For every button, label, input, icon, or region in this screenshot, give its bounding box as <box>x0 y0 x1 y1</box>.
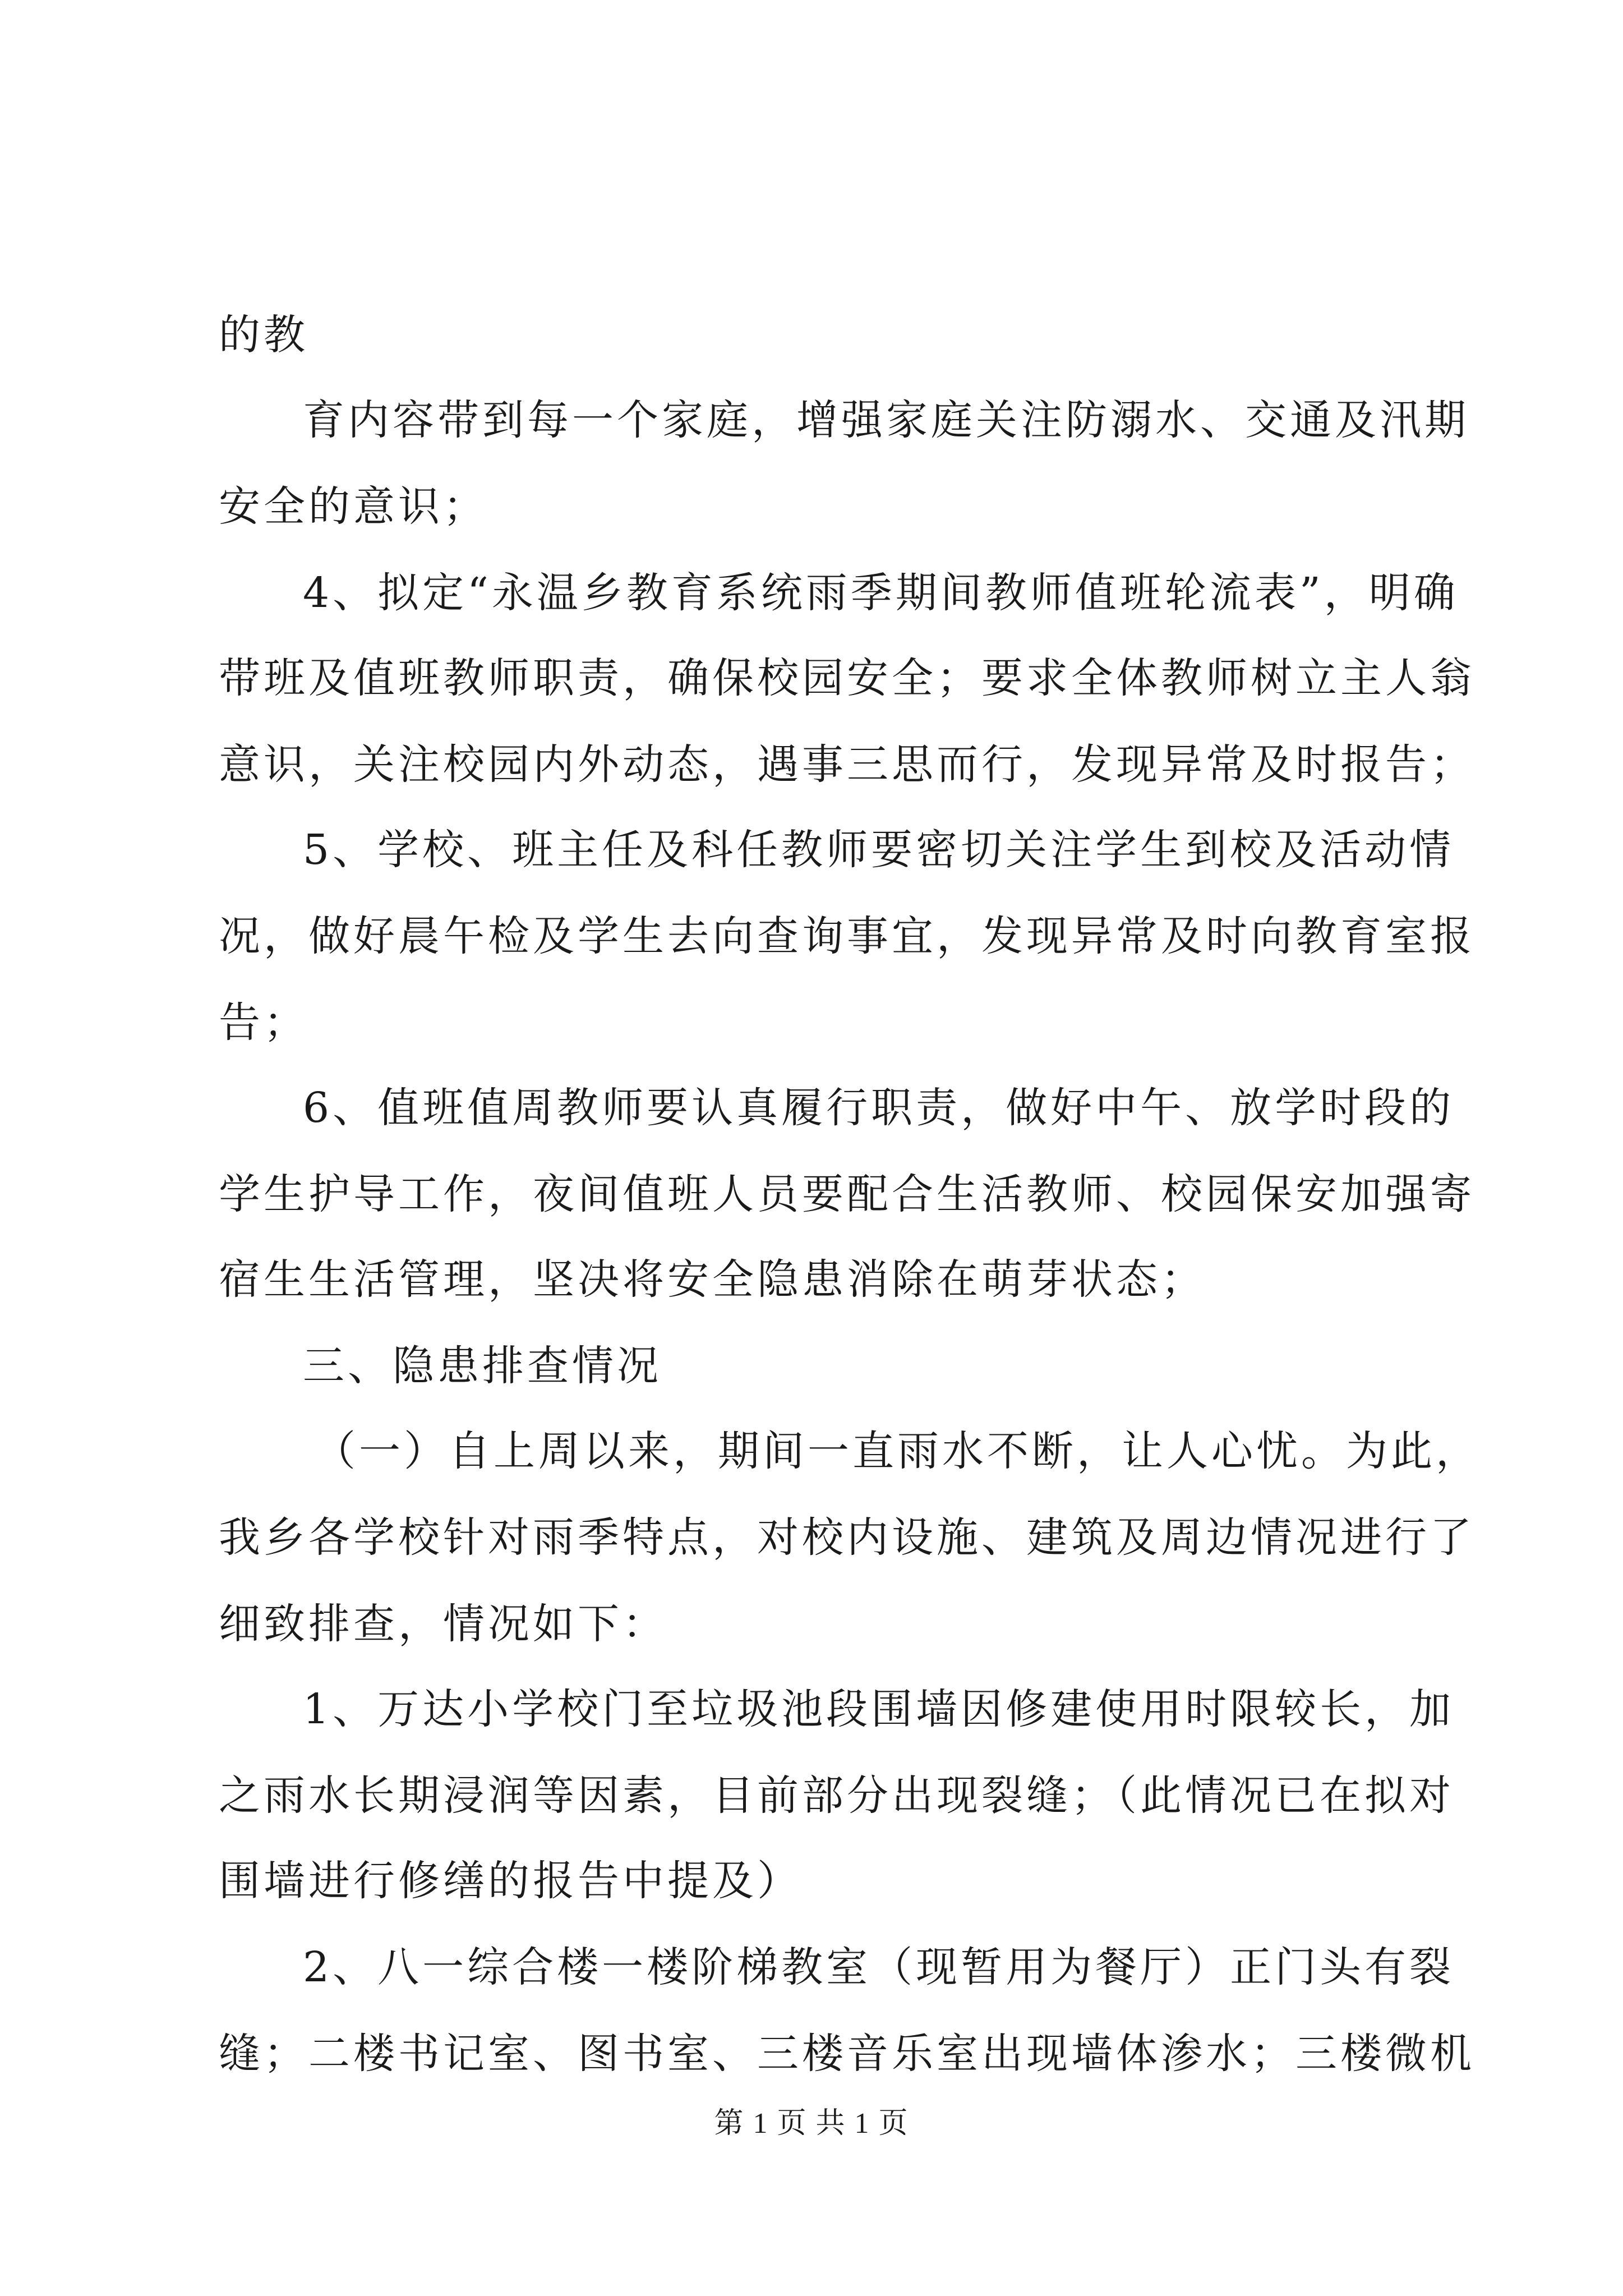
text-line: 学生护导工作，夜间值班人员要配合生活教师、校园保安加强寄 <box>219 1170 1475 1218</box>
text-line: 1、万达小学校门至垃圾池段围墙因修建使用时限较长，加 <box>303 1685 1455 1733</box>
text-line: 我乡各学校针对雨季特点，对校内设施、建筑及周边情况进行了 <box>219 1513 1475 1562</box>
page-footer: 第 1 页 共 1 页 <box>714 2108 909 2139</box>
text-line: 之雨水长期浸润等因素，目前部分出现裂缝；（此情况已在拟对 <box>219 1772 1454 1820</box>
text-line: 围墙进行修缮的报告中提及） <box>219 1857 802 1905</box>
section-heading: 三、隐患排查情况 <box>303 1342 662 1390</box>
text-line: 细致排查，情况如下： <box>219 1600 667 1648</box>
text-line: 告； <box>219 999 308 1047</box>
text-line: 带班及值班教师职责，确保校园安全；要求全体教师树立主人翁 <box>219 654 1475 702</box>
text-line: 况，做好晨午检及学生去向查询事宜，发现异常及时向教育室报 <box>219 912 1475 960</box>
text-line: 意识，关注校园内外动态，遇事三思而行，发现异常及时报告； <box>219 740 1475 789</box>
text-line: 的教 <box>219 311 308 359</box>
text-line: 缝；二楼书记室、图书室、三楼音乐室出现墙体渗水；三楼微机 <box>219 2030 1475 2078</box>
text-line: 宿生生活管理，坚决将安全隐患消除在萌芽状态； <box>219 1255 1206 1304</box>
text-line: （一）自上周以来，期间一直雨水不断，让人心忧。为此， <box>314 1427 1481 1475</box>
text-line: 安全的意识； <box>219 482 488 531</box>
text-line: 6、值班值周教师要认真履行职责，做好中午、放学时段的 <box>303 1084 1455 1132</box>
text-line: 2、八一综合楼一楼阶梯教室（现暂用为餐厅）正门头有裂 <box>303 1943 1455 1991</box>
text-line: 4、拟定“永温乡教育系统雨季期间教师值班轮流表”，明确 <box>303 569 1459 617</box>
text-line: 5、学校、班主任及科任教师要密切关注学生到校及活动情 <box>303 826 1455 874</box>
text-line: 育内容带到每一个家庭，增强家庭关注防溺水、交通及汛期 <box>303 396 1469 444</box>
